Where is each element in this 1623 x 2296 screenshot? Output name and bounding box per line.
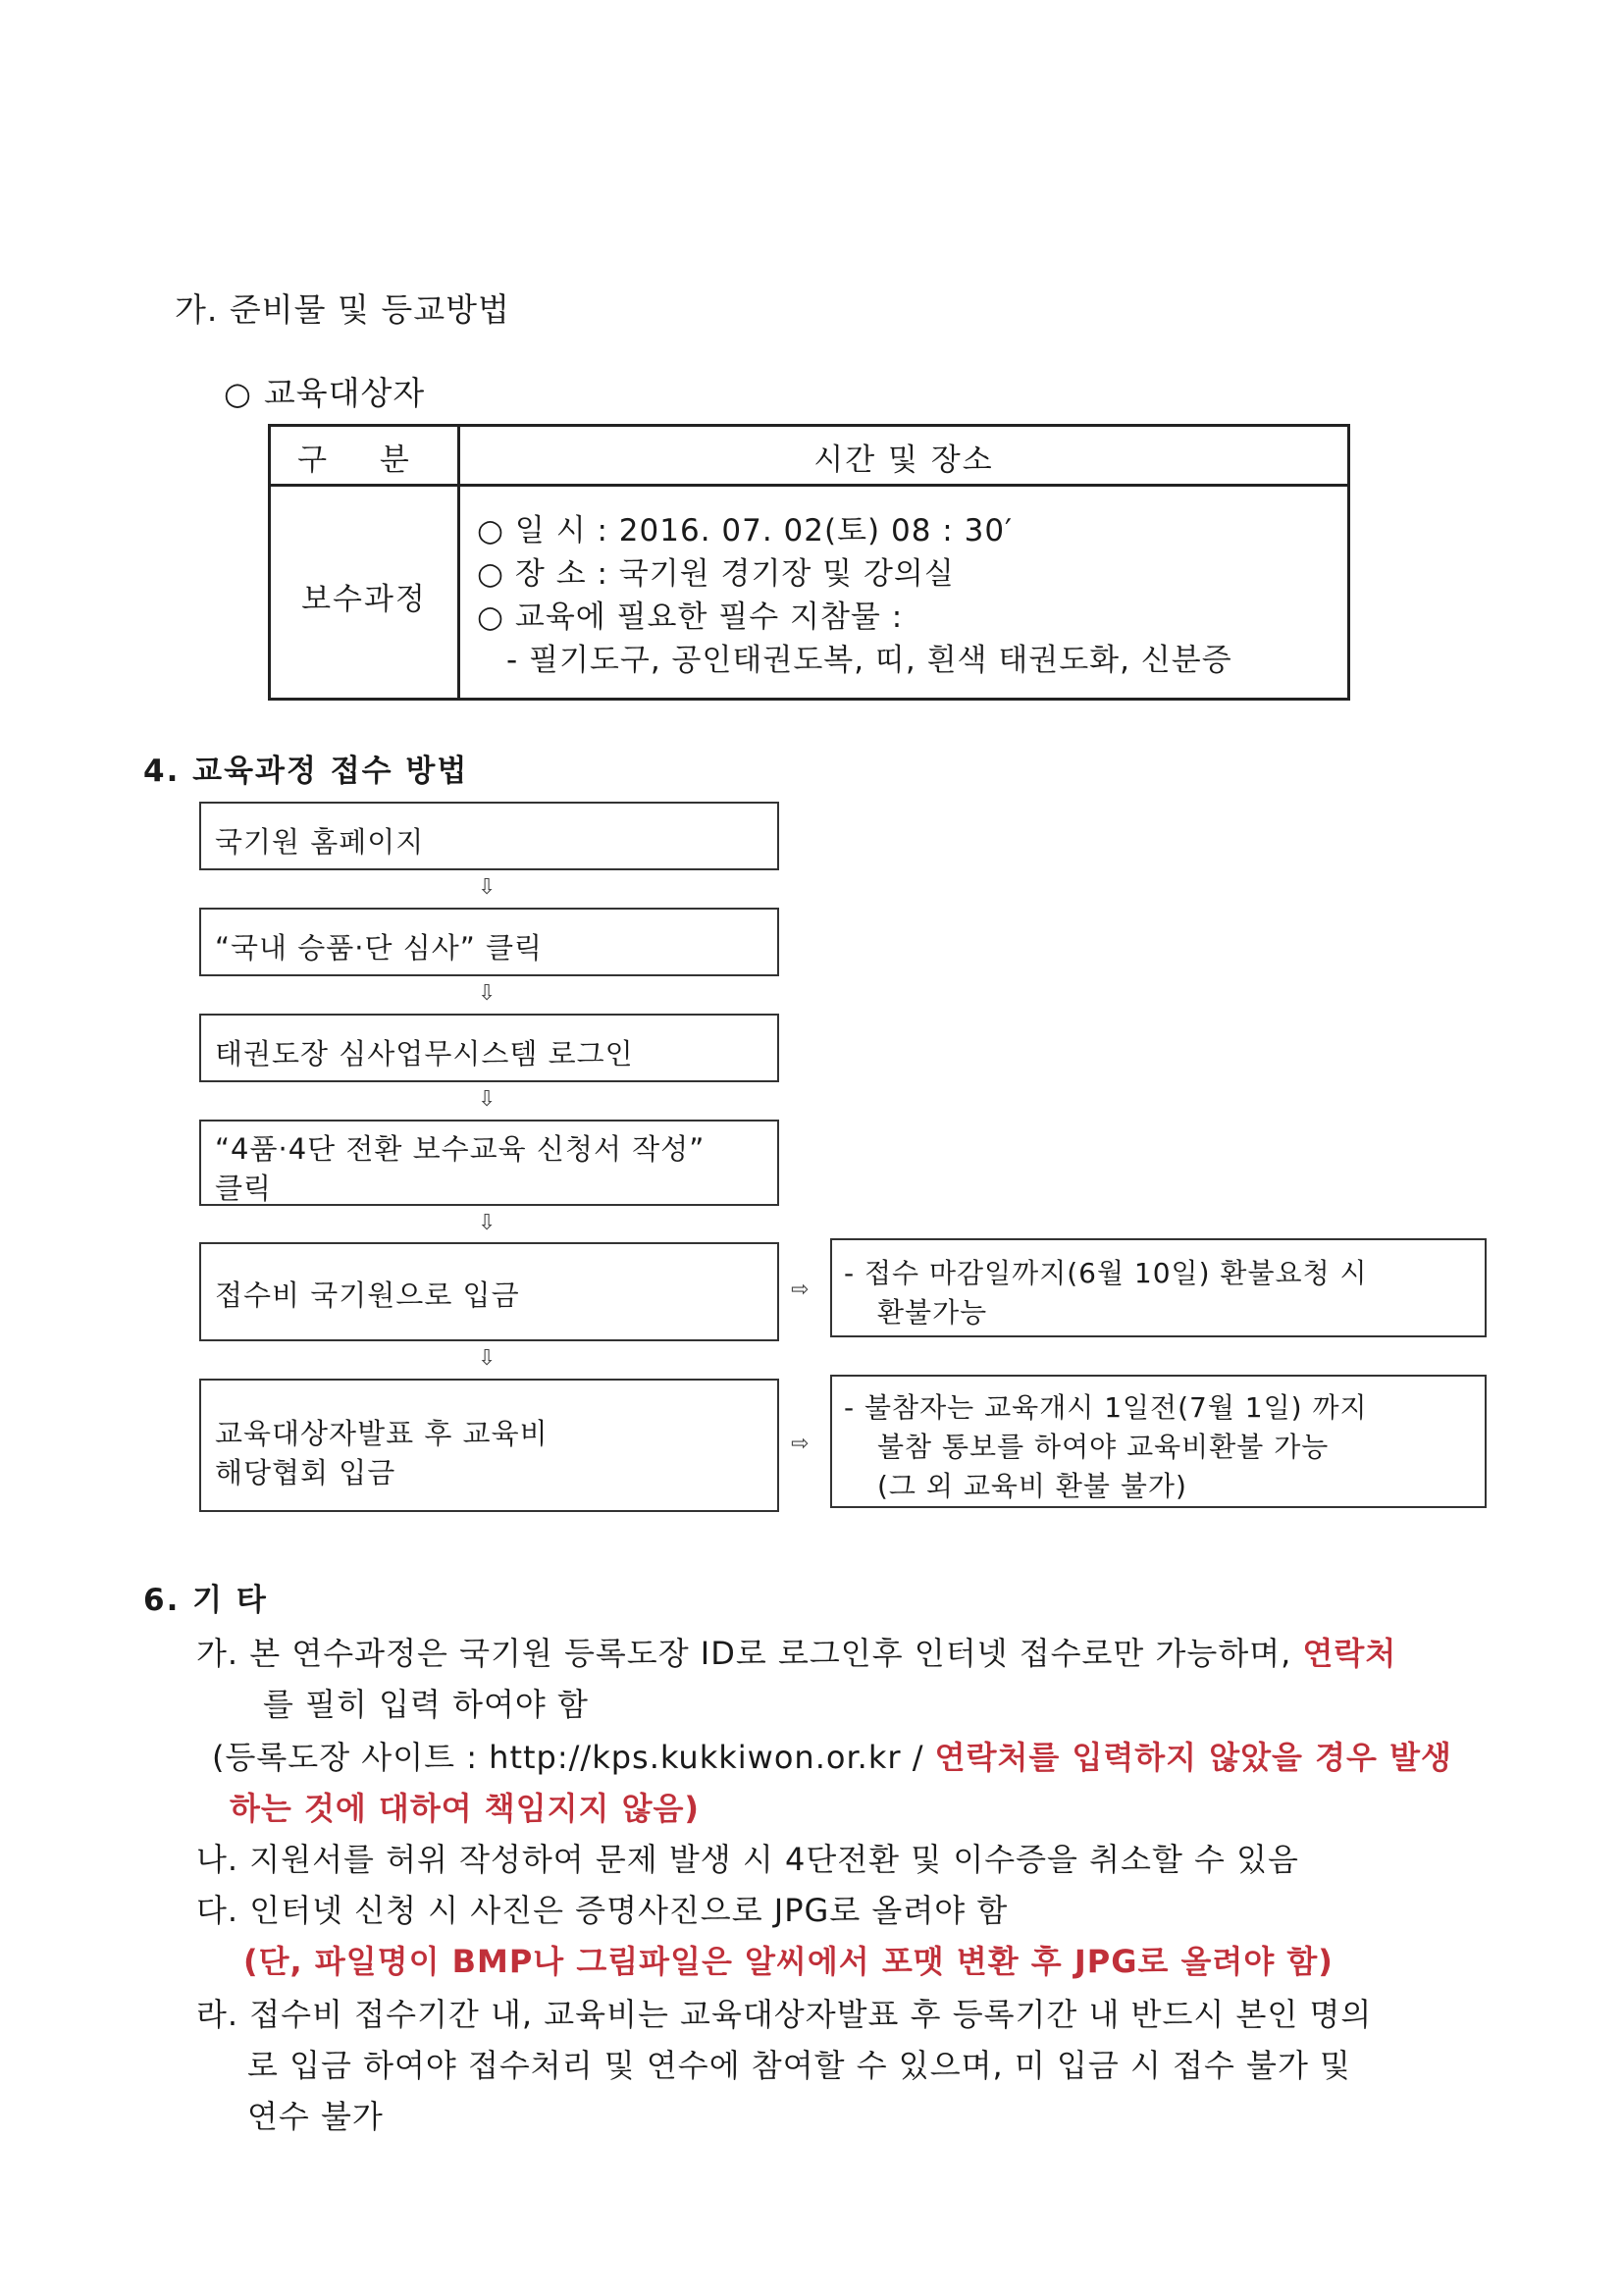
refund-note-1	[830, 1238, 1487, 1337]
flow-step-label: 해당협회 입금	[215, 1456, 396, 1489]
note-d-line-1: 라. 접수비 접수기간 내, 교육비는 교육대상자발표 후 등록기간 내 반드시 본인 명의	[196, 1996, 1373, 2033]
note-d-line-2: 로 입금 하여야 접수처리 및 연수에 참여할 수 있으며, 미 입금 시 접수 불가 및	[247, 2047, 1351, 2084]
down-arrow-icon: ⇩	[478, 1087, 497, 1112]
flow-step-5	[199, 1242, 779, 1341]
table-place-line: ○ 장 소 : 국기원 경기장 및 강의실	[477, 556, 955, 592]
note-emphasis: 연락처	[1302, 1635, 1397, 1672]
note-a-line-3	[212, 1733, 1452, 1778]
note-a-line-2: 를 필히 입력 하여야 함	[263, 1686, 589, 1723]
table-items-line: ○ 교육에 필요한 필수 지참물 :	[477, 600, 904, 635]
note-c: 다. 인터넷 신청 시 사진은 증명사진으로 JPG로 올려야 함	[196, 1892, 1009, 1929]
right-arrow-icon: ⇨	[791, 1432, 810, 1456]
flow-step-3	[199, 1014, 779, 1082]
flow-step-label: 교육대상자발표 후 교육비	[215, 1417, 549, 1450]
note-line: (그 외 교육비 환불 불가)	[877, 1470, 1187, 1502]
table-items-detail: - 필기도구, 공인태권도복, 띠, 흰색 태권도화, 신분증	[506, 643, 1232, 678]
flow-step-label: 국기원 홈페이지	[215, 825, 425, 859]
down-arrow-icon: ⇩	[478, 1346, 497, 1371]
note-line: 불참 통보를 하여야 교육비환불 가능	[877, 1431, 1330, 1463]
down-arrow-icon: ⇩	[478, 1211, 497, 1235]
note-line: 환불가능	[877, 1296, 988, 1329]
section-4-heading: 4. 교육과정 접수 방법	[143, 754, 469, 789]
note-emphasis: 연락처를 입력하지 않았을 경우 발생	[934, 1739, 1452, 1776]
note-d-line-3: 연수 불가	[247, 2098, 384, 2135]
note-line: - 접수 마감일까지(6월 10일) 환불요청 시	[844, 1257, 1368, 1289]
subheading-education-target	[224, 368, 425, 414]
refund-note-2	[830, 1375, 1487, 1508]
section-a-heading: 가. 준비물 및 등교방법	[175, 290, 510, 329]
right-arrow-icon: ⇨	[791, 1278, 810, 1302]
table-date-line: ○ 일 시 : 2016. 07. 02(토) 08 : 30′	[477, 513, 1014, 548]
note-text: 가. 본 연수과정은 국기원 등록도장 ID로 로그인후 인터넷 접수로만 가능하며,	[196, 1635, 1292, 1672]
note-a-line-4: 하는 것에 대하여 책임지지 않음)	[230, 1790, 701, 1827]
down-arrow-icon: ⇩	[478, 875, 497, 900]
schedule-table	[268, 424, 1350, 701]
flow-step-label: 태권도장 심사업무시스템 로그인	[215, 1037, 634, 1070]
note-text: (등록도장 사이트 : http://kps.kukkiwon.or.kr /	[212, 1739, 924, 1776]
table-header-category: 구 분	[297, 443, 431, 478]
table-header-time-place: 시간 및 장소	[813, 443, 994, 478]
section-6-heading: 6. 기 타	[143, 1583, 268, 1618]
target-label: 교육대상자	[263, 374, 426, 412]
flow-step-label: “4품·4단 전환 보수교육 신청서 작성”	[215, 1132, 706, 1166]
note-a-line-1	[196, 1629, 1396, 1674]
flow-step-6	[199, 1379, 779, 1512]
note-b: 나. 지원서를 허위 작성하여 문제 발생 시 4단전환 및 이수증을 취소할 수 있음	[196, 1841, 1299, 1878]
flow-step-2	[199, 908, 779, 976]
flow-step-label: 클릭	[215, 1172, 273, 1205]
flow-step-label: “국내 승품·단 심사” 클릭	[215, 931, 544, 965]
flow-step-4	[199, 1120, 779, 1206]
note-line: - 불참자는 교육개시 1일전(7월 1일) 까지	[844, 1391, 1368, 1424]
note-c-emphasis: (단, 파일명이 BMP나 그림파일은 알씨에서 포맷 변환 후 JPG로 올려야 함)	[243, 1943, 1334, 1980]
flow-step-label: 접수비 국기원으로 입금	[215, 1278, 520, 1312]
table-row-label: 보수과정	[301, 582, 427, 617]
flow-step-1	[199, 802, 779, 870]
down-arrow-icon: ⇩	[478, 981, 497, 1006]
circle-bullet-icon: ○	[224, 375, 252, 412]
